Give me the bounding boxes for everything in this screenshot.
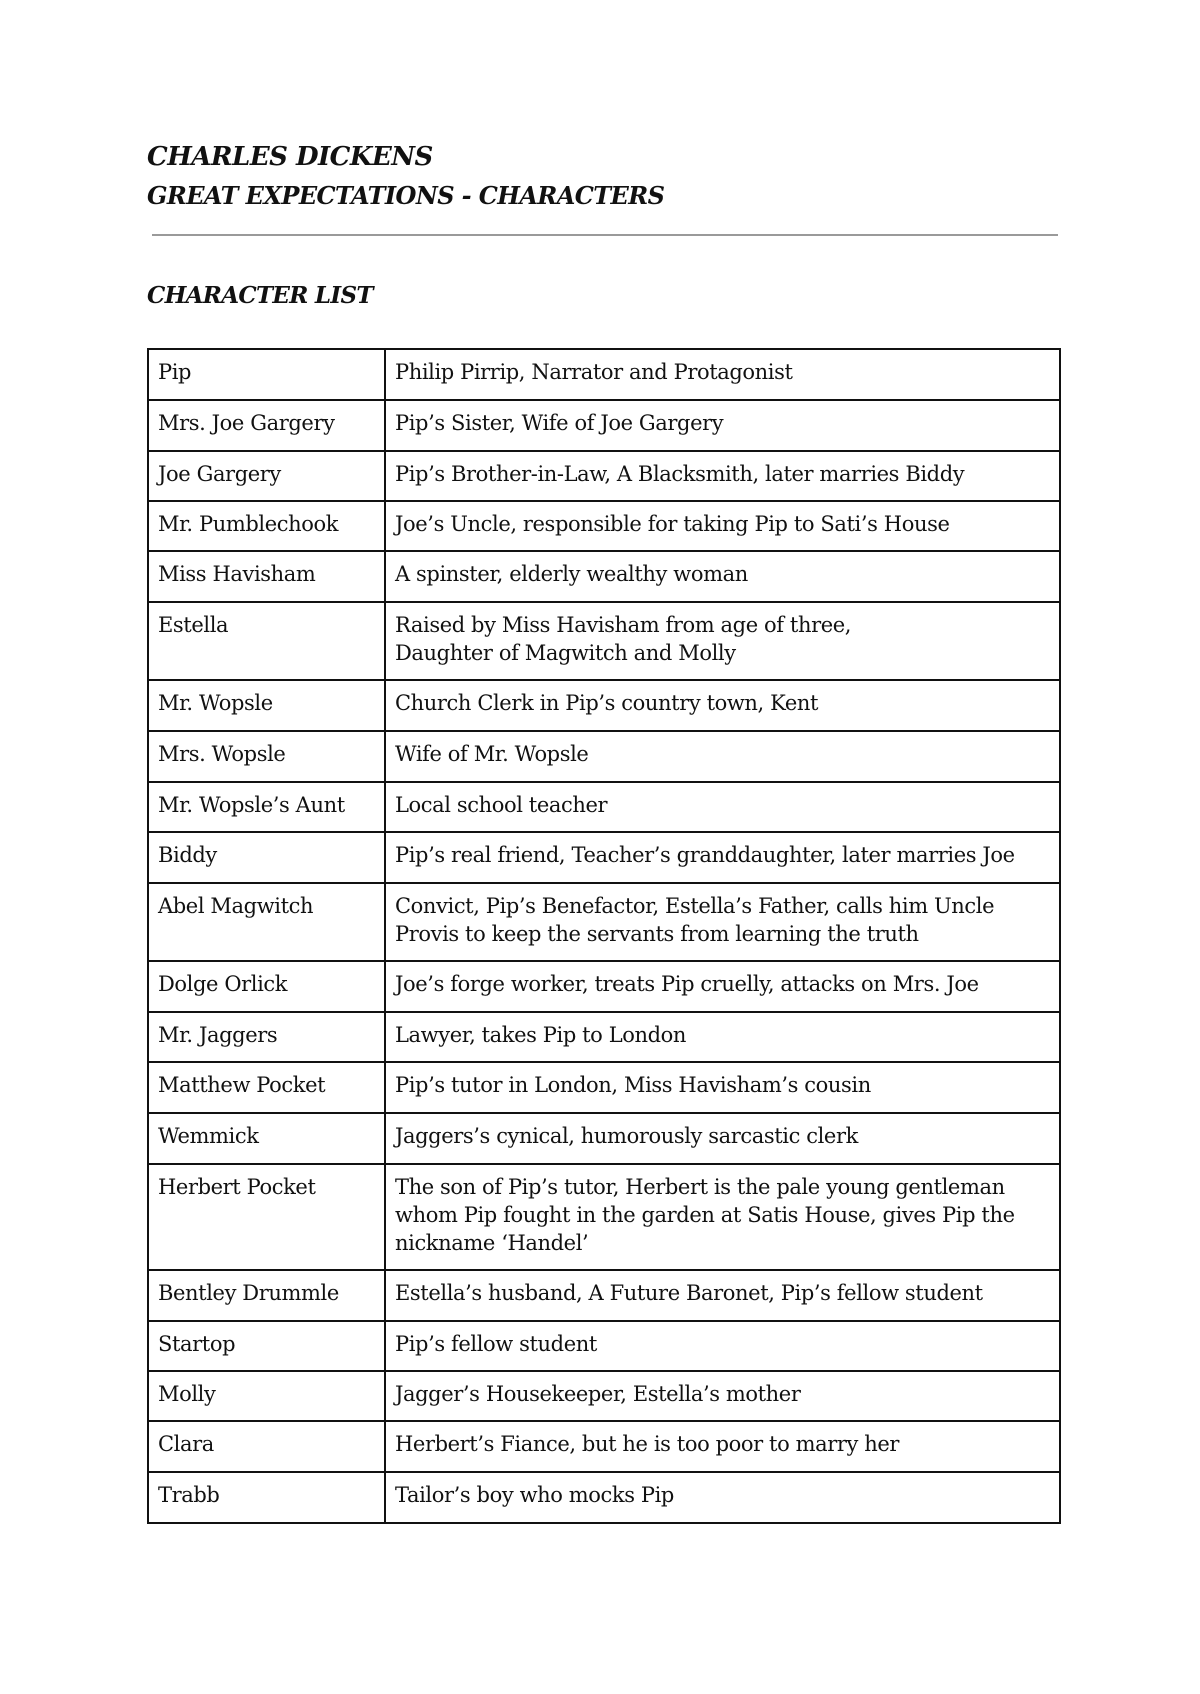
table-row (148, 1062, 1060, 1113)
character-table (147, 348, 1061, 1524)
character-name: Clara (148, 1421, 385, 1472)
table-row (148, 1113, 1060, 1164)
character-name: Dolge Orlick (148, 961, 385, 1012)
character-description: Church Clerk in Pip’s country town, Kent (385, 680, 1060, 731)
character-name: Herbert Pocket (148, 1164, 385, 1270)
character-description: Raised by Miss Havisham from age of three, Daughter of Magwitch and Molly (385, 602, 1060, 680)
character-name: Mr. Wopsle (148, 680, 385, 731)
character-description: Tailor’s boy who mocks Pip (385, 1472, 1060, 1523)
character-name: Mrs. Wopsle (148, 731, 385, 782)
table-row (148, 1472, 1060, 1523)
table-row (148, 551, 1060, 602)
character-name: Mr. Jaggers (148, 1012, 385, 1062)
table-row (148, 782, 1060, 832)
character-description: Herbert’s Fiance, but he is too poor to marry her (385, 1421, 1060, 1472)
character-description: Local school teacher (385, 782, 1060, 832)
character-description: Convict, Pip’s Benefactor, Estella’s Father, calls him Uncle Provis to keep the servants from learning the truth (385, 883, 1060, 961)
character-description: Pip’s tutor in London, Miss Havisham’s cousin (385, 1062, 1060, 1113)
character-name: Wemmick (148, 1113, 385, 1164)
character-description: Wife of Mr. Wopsle (385, 731, 1060, 782)
table-row (148, 1164, 1060, 1270)
character-name: Mrs. Joe Gargery (148, 400, 385, 451)
table-row (148, 602, 1060, 680)
table-row (148, 1270, 1060, 1321)
character-name: Joe Gargery (148, 451, 385, 501)
character-description: Pip’s real friend, Teacher’s granddaughter, later marries Joe (385, 832, 1060, 883)
table-row (148, 1012, 1060, 1062)
character-name: Mr. Wopsle’s Aunt (148, 782, 385, 832)
character-description: Jagger’s Housekeeper, Estella’s mother (385, 1371, 1060, 1421)
character-description: Pip’s fellow student (385, 1321, 1060, 1371)
header-divider (152, 234, 1058, 236)
character-description: Joe’s forge worker, treats Pip cruelly, attacks on Mrs. Joe (385, 961, 1060, 1012)
table-row (148, 731, 1060, 782)
character-name: Abel Magwitch (148, 883, 385, 961)
character-name: Bentley Drummle (148, 1270, 385, 1321)
table-row (148, 501, 1060, 551)
character-name: Biddy (148, 832, 385, 883)
author-heading: CHARLES DICKENS (147, 142, 433, 172)
character-table-body (148, 349, 1060, 1523)
document-subtitle: GREAT EXPECTATIONS - CHARACTERS (147, 181, 665, 210)
character-name: Molly (148, 1371, 385, 1421)
character-description: Jaggers’s cynical, humorously sarcastic clerk (385, 1113, 1060, 1164)
table-row (148, 961, 1060, 1012)
character-description: Lawyer, takes Pip to London (385, 1012, 1060, 1062)
character-description: A spinster, elderly wealthy woman (385, 551, 1060, 602)
character-name: Pip (148, 349, 385, 400)
table-row (148, 400, 1060, 451)
character-description: Philip Pirrip, Narrator and Protagonist (385, 349, 1060, 400)
character-description: The son of Pip’s tutor, Herbert is the pale young gentleman whom Pip fought in the garden at Satis House, gives Pip the nickname ‘Handel’ (385, 1164, 1060, 1270)
table-row (148, 680, 1060, 731)
table-row (148, 451, 1060, 501)
character-description: Joe’s Uncle, responsible for taking Pip to Sati’s House (385, 501, 1060, 551)
table-row (148, 1321, 1060, 1371)
section-heading: CHARACTER LIST (147, 282, 373, 309)
table-row (148, 832, 1060, 883)
character-name: Trabb (148, 1472, 385, 1523)
table-row (148, 1421, 1060, 1472)
table-row (148, 883, 1060, 961)
character-name: Estella (148, 602, 385, 680)
table-row (148, 349, 1060, 400)
character-description: Pip’s Brother-in-Law, A Blacksmith, later marries Biddy (385, 451, 1060, 501)
character-name: Startop (148, 1321, 385, 1371)
table-row (148, 1371, 1060, 1421)
character-name: Matthew Pocket (148, 1062, 385, 1113)
character-description: Pip’s Sister, Wife of Joe Gargery (385, 400, 1060, 451)
character-name: Miss Havisham (148, 551, 385, 602)
character-description: Estella’s husband, A Future Baronet, Pip’s fellow student (385, 1270, 1060, 1321)
character-name: Mr. Pumblechook (148, 501, 385, 551)
